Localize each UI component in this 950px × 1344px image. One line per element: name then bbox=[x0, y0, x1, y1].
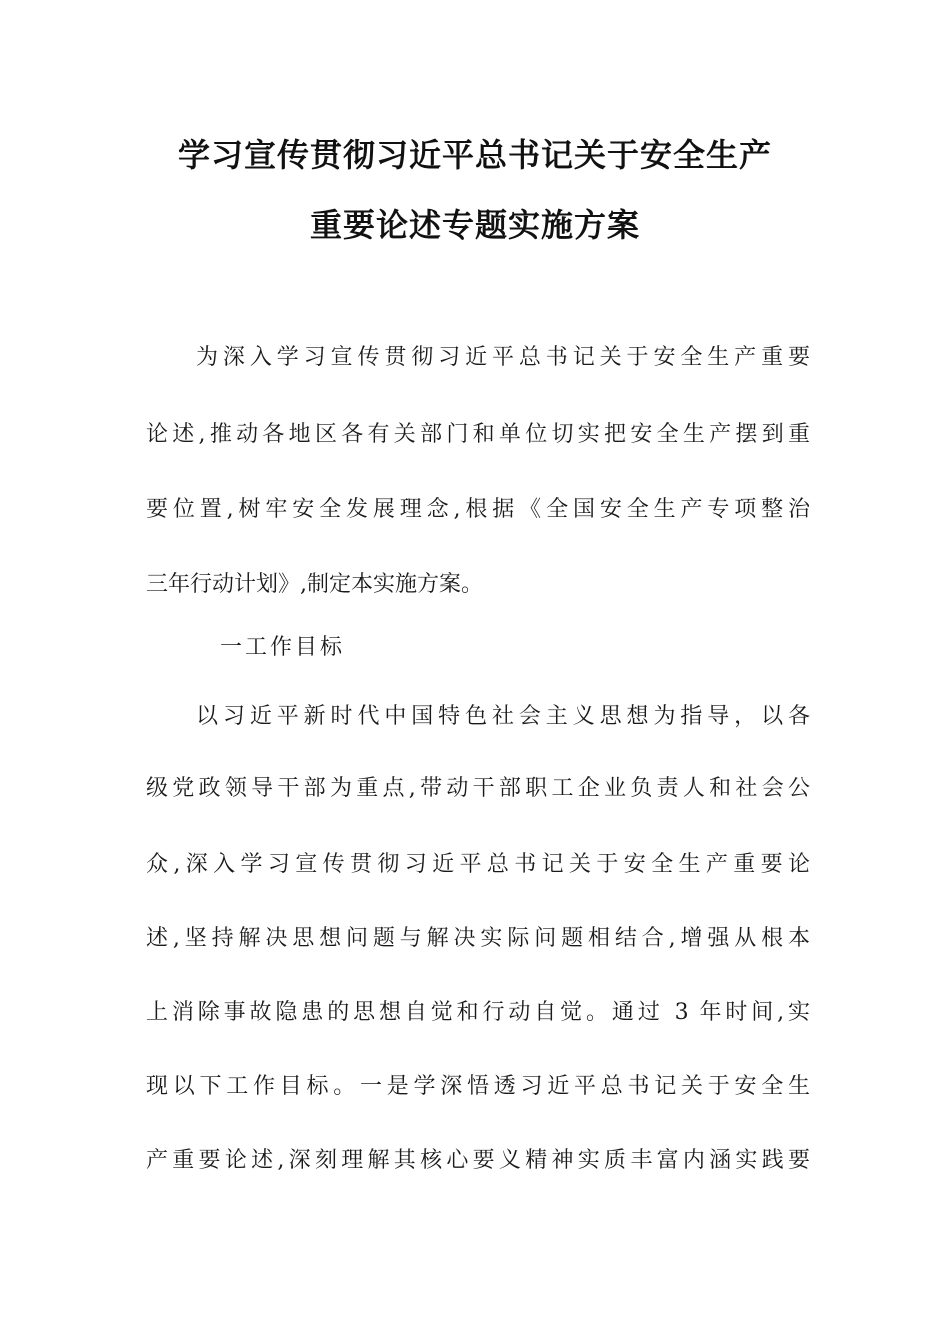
paragraph-2-line-5: 上消除事故隐患的思想自觉和行动自觉。通过 3 年时间,实 bbox=[146, 1000, 810, 1025]
document-title-line-2: 重要论述专题实施方案 bbox=[309, 206, 640, 244]
paragraph-2-line-2: 级党政领导干部为重点,带动干部职工企业负责人和社会公 bbox=[146, 776, 810, 801]
paragraph-1-line-4: 三年行动计划》,制定本实施方案。 bbox=[146, 572, 483, 597]
paragraph-2-line-7: 产重要论述,深刻理解其核心要义精神实质丰富内涵实践要 bbox=[146, 1148, 810, 1173]
paragraph-2-line-3: 众,深入学习宣传贯彻习近平总书记关于安全生产重要论 bbox=[146, 852, 810, 877]
paragraph-2-line-6: 现以下工作目标。一是学深悟透习近平总书记关于安全生 bbox=[146, 1074, 810, 1099]
paragraph-1-line-1: 为深入学习宣传贯彻习近平总书记关于安全生产重要 bbox=[196, 345, 810, 370]
paragraph-2-line-1: 以习近平新时代中国特色社会主义思想为指导，以各 bbox=[196, 704, 810, 729]
section-heading: 一工作目标 bbox=[220, 635, 346, 660]
paragraph-2-line-4: 述,坚持解决思想问题与解决实际问题相结合,增强从根本 bbox=[146, 926, 810, 951]
paragraph-1-line-3: 要位置,树牢安全发展理念,根据《全国安全生产专项整治 bbox=[146, 497, 810, 522]
paragraph-1-line-2: 论述,推动各地区各有关部门和单位切实把安全生产摆到重 bbox=[146, 422, 810, 447]
document-title-line-1: 学习宣传贯彻习近平总书记关于安全生产 bbox=[177, 136, 772, 174]
